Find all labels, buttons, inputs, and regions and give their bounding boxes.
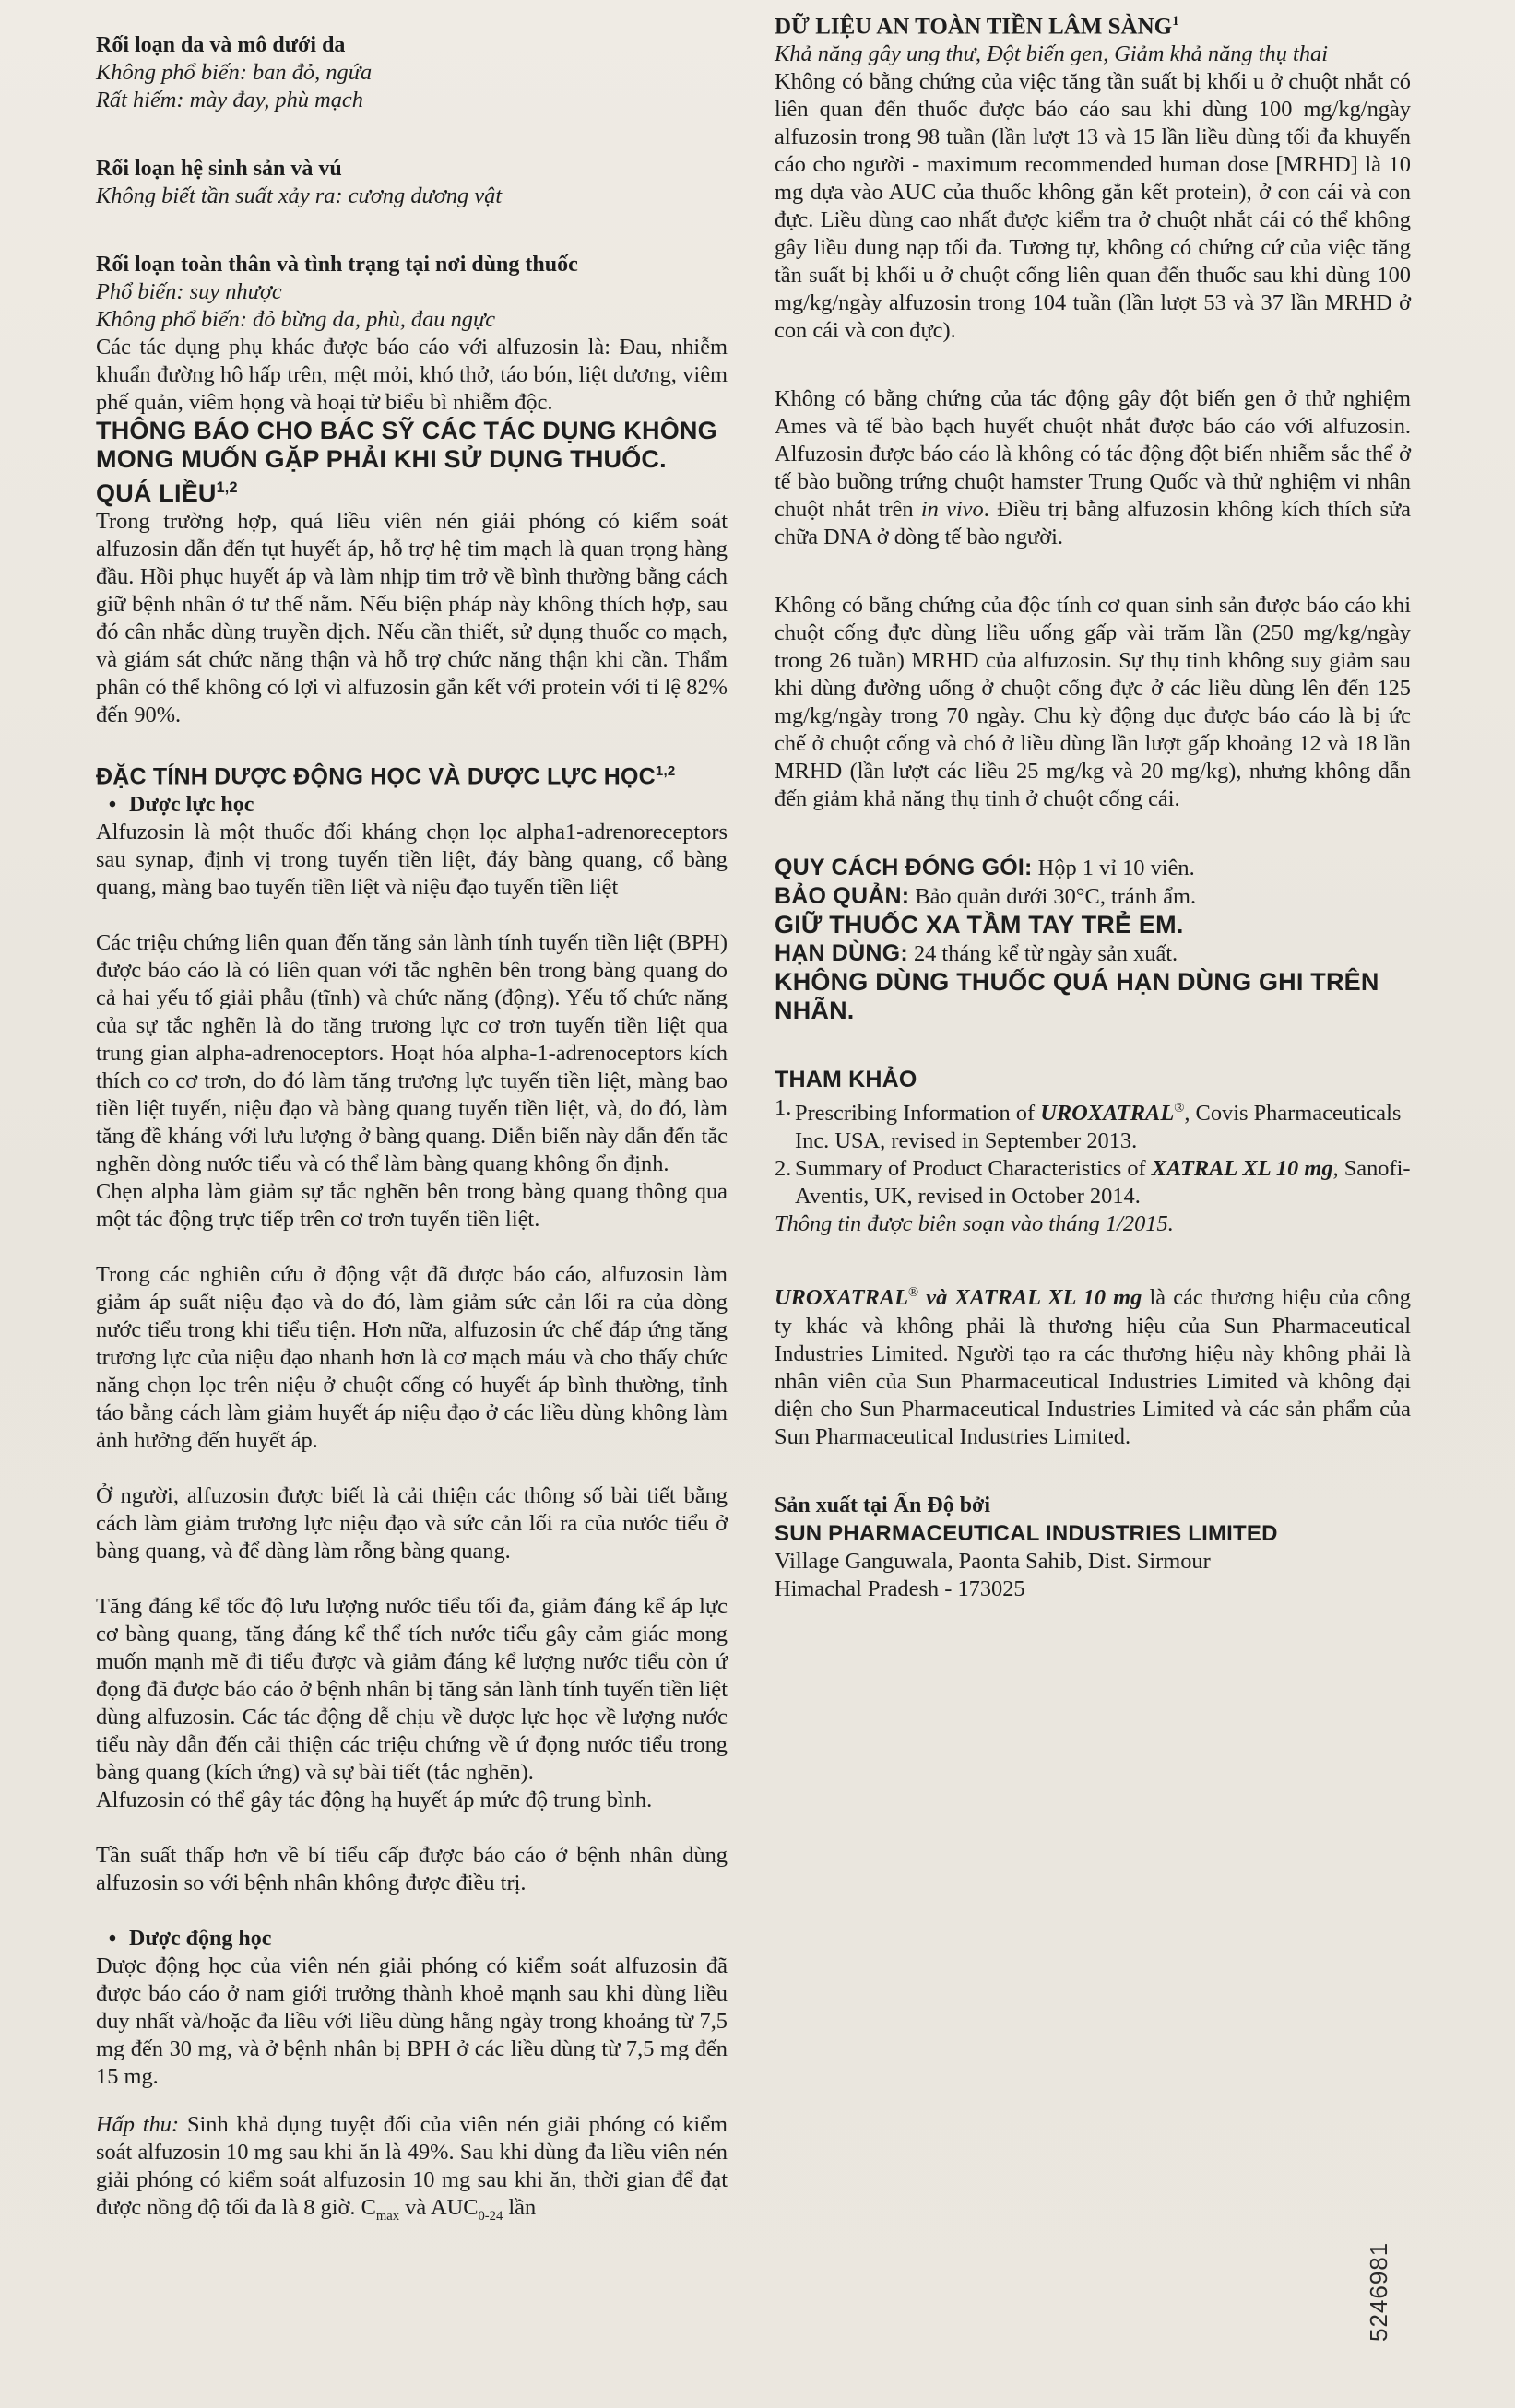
print-code: 5246981: [1365, 2241, 1392, 2342]
pd-paragraph-7: Alfuzosin có thể gây tác động hạ huyết áp mức độ trung bình.: [96, 1788, 653, 1813]
no-expired-caps: KHÔNG DÙNG THUỐC QUÁ HẠN DÙNG GHI TRÊN NHÃN.: [775, 968, 1379, 1025]
skin-line-2: Rất hiếm: mày đay, phù mạch: [96, 88, 363, 112]
pd-paragraph-1: Alfuzosin là một thuốc đối kháng chọn lọc alpha1-adrenoreceptors sau synap, định vị trong tuyến tiền liệt, đáy bàng quang, cổ bàng quang, màng bao tuyến tiền liệt và niệu đạo tuyến tiền liệt: [96, 820, 728, 901]
address-line-2: Himachal Pradesh - 173025: [775, 1576, 1025, 1601]
pd-paragraph-5: Ở người, alfuzosin được biết là cải thiện các thông số bài tiết bằng cách làm giảm trương lực niệu đạo và sức cản lối ra của nước tiểu ở bàng quang, và để dàng làm rỗng bàng quang.: [96, 1483, 728, 1564]
compiled-date: Thông tin được biên soạn vào tháng 1/2015.: [775, 1211, 1174, 1237]
pk-paragraph-2: Hấp thu: Sinh khả dụng tuyệt đối của viên nén giải phóng có kiểm soát alfuzosin 10 mg sau khi ăn là 49%. Sau khi dùng đa liều viên nén giải phóng có kiểm soát alfuzosin 10 mg sau khi ăn, thời gian để đạt được nồng độ tối đa là 8 giờ. $C_{max}$ và $AUC_{0-24}$ lần: [96, 2112, 728, 2225]
general-line-1: Phổ biến: suy nhược: [96, 279, 282, 304]
reference-2: 2. Summary of Product Characteristics of XATRAL XL 10 mg, Sanofi-Aventis, UK, revised in October 2014.: [775, 1156, 1411, 1210]
safety-paragraph-3: Không có bằng chứng của độc tính cơ quan sinh sản được báo cáo khi chuột cống đực dùng liều uống gấp vài trăm lần (250 mg/kg/ngày trong 26 tuần) MRHD của alfuzosin. Sự thụ tinh không suy giảm sau khi dùng đường uống ở chuột cống đực ở các liều dùng lên đến 125 mg/kg/ngày trong 70 ngày. Chu kỳ động dục được báo cáo là bị ức chế ở chuột cống và chó ở liều dùng lần lượt gấp khoảng 12 và 18 lần MRHD (lần lượt các liều 25 mg/kg và 20 mg/kg), nhưng không dẫn đến giảm khả năng thụ tinh ở chuột cống cái.: [775, 593, 1411, 812]
safety-heading: DỮ LIỆU AN TOÀN TIỀN LÂM SÀNG$^1$: [775, 14, 1179, 40]
safety-subheading: Khả năng gây ung thư, Đột biến gen, Giảm khả năng thụ thai: [775, 41, 1328, 67]
skin-line-1: Không phổ biến: ban đỏ, ngứa: [96, 60, 373, 85]
notify-caps: THÔNG BÁO CHO BÁC SỸ CÁC TÁC DỤNG KHÔNG MONG MUỐN GẶP PHẢI KHI SỬ DỤNG THUỐC.: [96, 417, 717, 473]
safety-paragraph-1: Không có bằng chứng của việc tăng tần suất bị khối u ở chuột nhắt có liên quan đến thuốc được báo cáo sau khi dùng 100 mg/kg/ngày alfuzosin trong 98 tuần (lần lượt 13 và 15 lần liều dùng tối đa khuyến cáo cho người - maximum recommended human dose [MRHD] là 10 mg dựa vào AUC của thuốc không gắn kết protein), ở con cái và con đực. Liều dùng cao nhất được kiểm tra ở chuột nhắt cái có thể không gây liều dung nạp tối đa. Tương tự, không có chứng cứ của việc tăng tần suất bị khối u ở chuột cống liên quan đến thuốc sau khi dùng 100 mg/kg/ngày alfuzosin trong 104 tuần (lần lượt 53 và 37 lần MRHD ở con cái và con đực).: [775, 69, 1411, 344]
pd-paragraph-2: Các triệu chứng liên quan đến tăng sản lành tính tuyến tiền liệt (BPH) được báo cáo là có liên quan với tắc nghẽn bên trong bàng quang do cả hai yếu tố giải phẫu (tĩnh) và chức năng (động). Yếu tố chức năng của sự tắc nghẽn là do tăng trương lực cơ trơn tuyến tiền liệt qua trung gian alpha-adrenoceptors. Hoạt hóa alpha-1-adrenoceptors kích thích co cơ trơn, do đó làm tăng trương lực tuyến tiền liệt, màng bao tiền liệt tuyến, niệu đạo và bàng quang tuyến tiền liệt, và, do đó, làm tăng đề kháng với lưu lượng ở bàng quang. Diễn biến này dẫn đến tắc nghẽn dòng nước tiểu và có thể làm bàng quang không ổn định.: [96, 930, 728, 1177]
storage-line: BẢO QUẢN: Bảo quản dưới 30°C, tránh ẩm.: [775, 883, 1197, 910]
pk-paragraph-1: Dược động học của viên nén giải phóng có kiểm soát alfuzosin đã được báo cáo ở nam giới trưởng thành khoẻ mạnh sau khi dùng liều duy nhất và/hoặc đa liều với liều dùng hằng ngày trong khoảng từ 7,5 mg đến 30 mg, và ở bệnh nhân bị BPH ở các liều dùng từ 7,5 mg đến 15 mg.: [96, 1954, 728, 2090]
keep-away-caps: GIỮ THUỐC XA TẦM TAY TRẺ EM.: [775, 911, 1184, 939]
company-name: SUN PHARMACEUTICAL INDUSTRIES LIMITED: [775, 1520, 1278, 1546]
expiry-line: HẠN DÙNG: 24 tháng kể từ ngày sản xuất.: [775, 940, 1178, 967]
safety-paragraph-2: Không có bằng chứng của tác động gây đột biến gen ở thử nghiệm Ames và tế bào bạch huyết chuột nhắt được báo cáo với alfuzosin. Alfuzosin được báo cáo là không có tác động đột biến nhiễm sắc thể ở tế bào buồng trứng chuột hamster Trung Quốc và thử nghiệm vi nhân chuột nhắt trên in vivo. Điều trị bằng alfuzosin không kích thích sửa chữa DNA ở dòng tế bào người.: [775, 386, 1411, 550]
skin-heading: Rối loạn da và mô dưới da: [96, 33, 346, 57]
repro-line: Không biết tần suất xảy ra: cương dương vật: [96, 183, 503, 208]
reference-1: 1. Prescribing Information of UROXATRAL®, Covis Pharmaceuticals Inc. USA, revised in September 2013.: [775, 1095, 1402, 1154]
pd-bullet: • Dược lực học: [96, 791, 728, 819]
other-effects: Các tác dụng phụ khác được báo cáo với alfuzosin là: Đau, nhiễm khuẩn đường hô hấp trên, mệt mỏi, khó thở, táo bón, liệt dương, viêm phế quản, viêm họng và hoại tử biểu bì nhiễm độc.: [96, 335, 728, 415]
general-line-2: Không phổ biến: đỏ bừng da, phù, đau ngực: [96, 307, 496, 332]
made-in-label: Sản xuất tại Ấn Độ bởi: [775, 1493, 991, 1517]
overdose-text: Trong trường hợp, quá liều viên nén giải phóng có kiểm soát alfuzosin dẫn đến tụt huyết áp, hỗ trợ hệ tim mạch là quan trọng hàng đầu. Hồi phục huyết áp và làm nhịp tim trở về bình thường bằng cách giữ bệnh nhân ở tư thế nằm. Nếu biện pháp này không thích hợp, sau đó cân nhắc dùng truyền dịch. Nếu cần thiết, sử dụng thuốc co mạch, và giám sát chức năng thận và hỗ trợ chức năng thận khi cần. Thẩm phân có thể không có lợi vì alfuzosin gắn kết với protein với tỉ lệ 82% đến 90%.: [96, 509, 728, 727]
overdose-heading: QUÁ LIỀU$^{1,2}$: [96, 479, 238, 507]
address-line-1: Village Ganguwala, Paonta Sahib, Dist. Sirmour: [775, 1548, 1211, 1574]
pd-paragraph-8: Tần suất thấp hơn về bí tiểu cấp được báo cáo ở bệnh nhân dùng alfuzosin so với bệnh nhân không được điều trị.: [96, 1843, 728, 1896]
pd-paragraph-4: Trong các nghiên cứu ở động vật đã được báo cáo, alfuzosin làm giảm áp suất niệu đạo và do đó, làm giảm sức cản lối ra của dòng nước tiểu trong khi tiểu tiện. Hơn nữa, alfuzosin ức chế đáp ứng tăng trương lực của niệu đạo nhanh hơn là cơ mạch máu và cho thấy chức năng chọn lọc trên niệu ở chuột cống có huyết áp bình thường, tỉnh táo bằng cách làm giảm huyết áp niệu đạo ở các liều dùng không làm ảnh hưởng đến huyết áp.: [96, 1262, 728, 1454]
pk-bullet: • Dược động học: [96, 1925, 728, 1953]
pd-paragraph-6: Tăng đáng kể tốc độ lưu lượng nước tiểu tối đa, giảm đáng kể áp lực cơ bàng quang, tăng đáng kể thể tích nước tiểu gây cảm giác mong muốn mạnh mẽ đi tiểu được và giảm đáng kể lượng nước tiểu còn ứ đọng đã được báo cáo ở bệnh nhân bị tăng sản lành tính tuyến tiền liệt dùng alfuzosin. Các tác động dễ chịu về dược lực học về lượng nước tiểu này dẫn đến cải thiện các triệu chứng về ứ đọng nước tiểu trong bàng quang (kích ứng) và sự bài tiết (tắc nghẽn).: [96, 1594, 728, 1786]
repro-heading: Rối loạn hệ sinh sản và vú: [96, 157, 342, 181]
references-heading: THAM KHẢO: [775, 1067, 917, 1093]
left-column: [96, 31, 728, 2230]
pack-line: QUY CÁCH ĐÓNG GÓI: Hộp 1 vỉ 10 viên.: [775, 855, 1195, 881]
right-column: [775, 7, 1411, 1603]
pk-pd-heading: ĐẶC TÍNH DƯỢC ĐỘNG HỌC VÀ DƯỢC LỰC HỌC$^{1,2}$: [96, 763, 676, 790]
trademark-notice: UROXATRAL® và XATRAL XL 10 mg là các thương hiệu của công ty khác và không phải là thương hiệu của Sun Pharmaceutical Industries Limited. Người tạo ra các thương hiệu này không phải là nhân viên của Sun Pharmaceutical Industries Limited và không đại diện cho Sun Pharmaceutical Industries Limited và các sản phẩm của Sun Pharmaceutical Industries Limited.: [775, 1285, 1411, 1449]
general-heading: Rối loạn toàn thân và tình trạng tại nơi dùng thuốc: [96, 253, 578, 277]
pd-paragraph-3: Chẹn alpha làm giảm sự tắc nghẽn bên trong bàng quang thông qua một tác động trực tiếp trên cơ trơn tuyến tiền liệt.: [96, 1179, 728, 1233]
